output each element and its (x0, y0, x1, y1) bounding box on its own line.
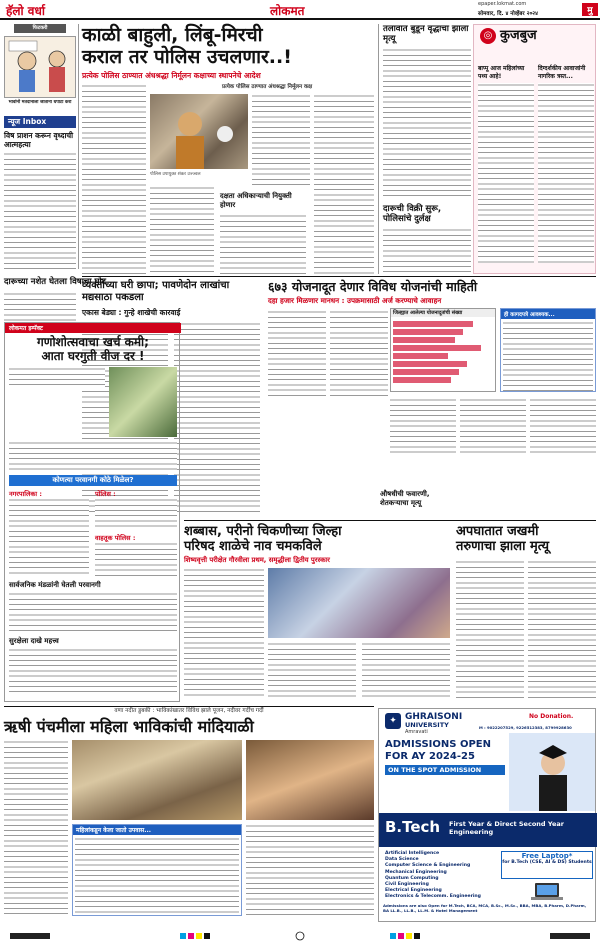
panchami-photo-2 (246, 740, 374, 820)
accident-col-2 (528, 560, 596, 698)
news-inbox-label: न्यूज Inbox (8, 117, 47, 126)
list-item: Electrical Engineering (385, 888, 442, 894)
list-item: Civil Engineering (385, 882, 429, 888)
panchami-inset (72, 824, 242, 916)
spray-head: औषधीची फवारणी, शेतकऱ्याचा मृत्यू (380, 490, 430, 507)
divider-mid-1 (82, 276, 596, 277)
liquor-sale-head: दारूची विक्री सुरू, पोलिसांचे दुर्लक्ष (383, 204, 442, 224)
ganesh-photo (109, 367, 177, 437)
lead-col-1 (82, 84, 146, 274)
schemes-col-3 (390, 398, 456, 456)
table-row (393, 377, 451, 383)
kujbuj-story2-head: दिग्दर्शकीय आवाजांनी नागरिक त्रस्त... (538, 65, 586, 80)
ganesh-body (9, 441, 177, 471)
laptop-icon-svg (529, 881, 565, 901)
story-head-poison: विष प्राशन करून वृध्दाची आत्महत्या (4, 131, 74, 149)
lead-side-head: दक्षता अधिकाऱ्याची नियुक्ती होणार (220, 192, 292, 209)
schemes-story (268, 280, 596, 520)
raid-head: व्यक्तीच्या घरी छापा; पावणेदोन लाखांचा मद्यसाठा पकडला (82, 280, 230, 303)
registration-strip (0, 926, 600, 936)
liquor-sale-body (383, 228, 471, 274)
schemes-table-rows (391, 317, 495, 387)
schemes-head: ६७३ योजनादूत देणार विविध योजनांची माहिती (268, 279, 478, 294)
lead-story (82, 24, 374, 274)
date-line: सोमवार, दि. ४ नोव्हेंबर २०२४ (478, 11, 539, 17)
registration-marks (0, 931, 600, 941)
raid-deck: एकास बेड्या : गुन्हे शाखेची कारवाई (82, 308, 181, 317)
panchami-head: ऋषी पंचमीला महिला भाविकांची मांदियाळी (4, 717, 254, 736)
story-head-liquor: दारूच्या नशेत घेतला विषाचा घोट (4, 277, 106, 287)
free-laptop-title: Free Laptop* (521, 852, 573, 860)
epaper-url[interactable]: epaper.lokmat.com (478, 1, 527, 7)
kujbuj-story1-body (478, 83, 534, 263)
school-head-2: परिषद शाळेचे नाव चमकविले (184, 539, 322, 554)
btech-sub: First Year & Direct Second Year Engineering (449, 820, 564, 836)
schemes-col-1 (268, 310, 326, 400)
masthead-left-title: हॅलो वर्धा (6, 4, 45, 18)
accident-col-1 (456, 560, 524, 698)
list-item: Artificial Intelligence (385, 851, 440, 856)
raisoni-logo-mark: ✦ (385, 713, 401, 729)
kujbuj-header (478, 27, 593, 47)
drowning-body (383, 48, 471, 198)
lead-photo (150, 94, 248, 169)
documents-box-body (503, 321, 593, 391)
school-col-2 (268, 642, 356, 698)
panchami-photo-1 (72, 740, 242, 820)
story-body-poison (4, 152, 76, 272)
traffic-police-body (95, 542, 177, 576)
police-cell-image (150, 94, 248, 169)
kujbuj-story2-body (538, 83, 594, 263)
lead-photo-caption: पोलिस उपायुक्त शंकर उज्ज्वल (150, 172, 201, 177)
schemes-table-title: जिल्ह्यात आलेल्या योजनादूतांची संख्या (391, 309, 495, 317)
ad-student-image (509, 733, 595, 811)
sidebar-divider (78, 24, 79, 269)
lead-col-2 (150, 186, 214, 274)
panchami-inset-body (75, 837, 239, 915)
drowning-head: तलावात बुडून वृद्धाचा झाला मृत्यू (383, 24, 469, 44)
lead-deck: प्रत्येक पोलिस ठाण्यात अंधश्रद्धा निर्मूलन कक्षाच्या स्थापनेचे आदेश (82, 71, 261, 80)
lead-col-3 (252, 94, 310, 189)
lead-headline-1: काळी बाहुली, लिंबू-मिरची (82, 24, 263, 46)
panchami-inset-title: महिलांकडून केला जातो उपवास... (73, 825, 241, 835)
documents-box-title: ही कागदपत्रे आवश्यक... (501, 309, 595, 319)
lead-inner-tag: प्रत्येक पोलिस ठाण्यात अंधश्रद्धा निर्मूलन कक्ष (222, 84, 313, 90)
cartoon-caption: भावांनो मतदानाला जाताना धपाटा करा (8, 100, 72, 105)
table-row (393, 345, 481, 351)
panchami-kicker: वणा नदीत डुबकी : भाविकांखातर विविध झाले पूजन, नदीवर गर्दीच गर्दी (114, 708, 264, 714)
divider-bottom (4, 706, 374, 707)
masthead (0, 0, 600, 20)
raisoni-ad[interactable] (378, 708, 596, 922)
municipality-label: नगरपालिका : (9, 490, 42, 498)
documents-box (500, 308, 596, 392)
permission-banner (9, 475, 177, 486)
fitkari-tag: फिटकरी (14, 24, 66, 33)
raisoni-brand: GHRAISONI (405, 712, 463, 722)
ad-phone[interactable]: M : 9022207529, 9226512383, 8799928630 (479, 725, 572, 730)
table-row (393, 329, 463, 335)
ganesh-sub1: सार्वजनिक मंडळांनी घेतली परवानगी (9, 581, 101, 589)
panchami-story (4, 708, 374, 922)
ganesh-intro (9, 367, 105, 387)
schemes-table (390, 308, 496, 392)
table-row (393, 321, 473, 327)
free-laptop-box (501, 851, 593, 879)
school-photo (268, 568, 450, 638)
impact-strip (5, 323, 181, 333)
lead-headline-2: कराल तर पोलिस उचलणार..! (82, 46, 292, 68)
schemes-col-5 (530, 398, 596, 456)
ganesh-story (4, 322, 180, 702)
accident-head-2: तरुणाचा झाला मृत्यू (456, 539, 550, 554)
graduate-figure (509, 733, 595, 811)
school-deck: शिष्यवृत्ती परीक्षेत गौरवीला प्रथम, समृद्धीला द्वितीय पुरस्कार (184, 556, 330, 564)
ganesh-head-2: आता घरगुती वीज दर ! (41, 349, 145, 363)
news-inbox-header (4, 116, 76, 128)
schemes-deck: दहा हजार मिळणार मानधन : उपक्रमासाठी अर्ज करण्याचे आवाहन (268, 296, 442, 305)
free-laptop-sub: for B.Tech (CSE, AI & DS) Students (502, 860, 592, 865)
municipality-body (9, 498, 89, 576)
branch-list (385, 851, 495, 903)
table-row (393, 361, 467, 367)
laptop-icon (529, 881, 565, 901)
btech-banner (379, 813, 597, 847)
ganesh-sub2-body (9, 648, 177, 696)
corner-tag: मु (582, 3, 598, 16)
accident-story (456, 524, 596, 704)
lead-col-5 (314, 94, 374, 274)
list-item: Electronics & Telecomm. Engineering (385, 894, 481, 900)
school-col-3 (362, 642, 450, 698)
ad-line-1: ADMISSIONS OPEN (385, 739, 491, 750)
ganesh-sub2: सुरक्षेला दाखे महत्त्व (9, 637, 59, 645)
table-row (393, 353, 448, 359)
lead-col-4 (220, 214, 306, 274)
police-body (95, 498, 177, 530)
ganesh-sub1-body (9, 592, 177, 632)
schemes-col-2 (330, 310, 388, 400)
kujbuj-title: कुजबुज (500, 28, 537, 43)
accident-head-1: अपघातात जखमी (456, 524, 539, 539)
raid-col-2 (174, 322, 260, 512)
raisoni-city: Amravati (405, 729, 428, 735)
school-col-1 (184, 568, 264, 698)
list-item: Mechanical Engineering (385, 869, 447, 875)
permission-banner-label: कोणत्या परवानगी कोठे मिळेल? (52, 476, 134, 484)
no-donation: No Donation. (529, 713, 574, 720)
list-item: Data Science (385, 857, 419, 863)
ganesh-head-1: गणोशोत्सवाचा खर्च कमी; (37, 335, 149, 349)
police-label: पोलिस : (95, 490, 116, 498)
table-row (393, 337, 455, 343)
cartoon-illustration (5, 37, 77, 99)
ad-line-2: FOR AY 2024-25 (385, 751, 475, 762)
cartoon (4, 36, 76, 98)
also-open-line: Admissions are also Open for M.Tech, BCA, MCA, B.Sc., M.Sc., BBA, MBA, B.Pharm, D.Pharm, BA LL.B., LL.B., LL.M. & Hotel Management (383, 903, 587, 913)
traffic-police-label: वाहतूक पोलिस : (95, 534, 136, 542)
impact-strip-label: लोकमत इम्पॅक्ट (9, 325, 43, 332)
kujbuj-story1-head: बाप्पू आज महिलांच्या पथ्य आहे! (478, 65, 525, 80)
panchami-col-1 (4, 740, 68, 916)
divider-mid-2 (184, 520, 596, 521)
table-row (393, 369, 459, 375)
list-item: Quantum Computing (385, 875, 439, 881)
ear-icon: ◎ (480, 28, 496, 44)
raisoni-brand-sub: UNIVERSITY (405, 721, 449, 729)
school-head-1: शब्बास, परीनो चिकणीच्या जिल्हा (184, 524, 342, 539)
schemes-col-4 (460, 398, 526, 456)
panchami-col-2 (246, 824, 374, 916)
school-story (184, 524, 450, 704)
ad-line-3: ON THE SPOT ADMISSION (385, 765, 505, 775)
kujbuj-panel (473, 24, 596, 274)
top-mid-column (378, 24, 470, 274)
btech-label: B.Tech (385, 818, 441, 836)
list-item: Computer Science & Engineering (385, 863, 471, 869)
lokmat-logo: लोकमत (270, 4, 305, 18)
